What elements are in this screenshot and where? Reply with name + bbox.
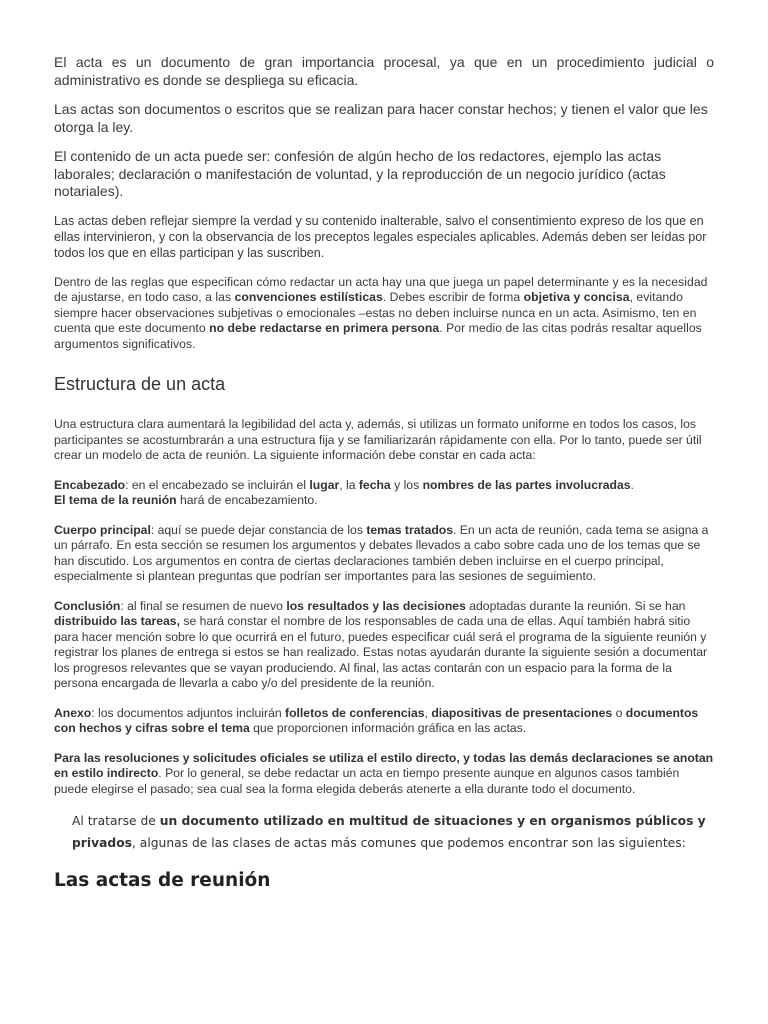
text-span: que proporcionen información gráfica en las actas. xyxy=(249,721,527,735)
paragraph-conclusion xyxy=(54,599,714,692)
bold-span: Para las resoluciones y solicitudes oficiales se utiliza el estilo directo, y todas las demás declaraciones se anotan en estilo indirecto xyxy=(54,750,714,780)
bold-span: un documento utilizado en multitud de situaciones y en organismos públicos y privados xyxy=(72,814,706,850)
text-span: y los xyxy=(390,477,423,492)
paragraph-contenido: El contenido de un acta puede ser: confesión de algún hecho de los redactores, ejemplo las actas laborales; declaración o manifestación de voluntad, y la reproducción de un negocio jurídico (actas notariales). xyxy=(54,148,666,199)
text-span: hará de encabezamiento. xyxy=(176,493,318,507)
paragraph-verdad: Las actas deben reflejar siempre la verdad y su contenido inalterable, salvo el consentimiento expreso de los que en ellas intervinieron, y con la observancia de los preceptos legales especiales aplicables. Además deben ser leídas por todos los que en ellas participan y las suscriben. xyxy=(54,213,707,260)
bold-span: Anexo xyxy=(54,705,92,720)
bold-span: temas tratados xyxy=(366,522,454,537)
text-span: o xyxy=(612,705,626,720)
text-span: Dentro de las reglas que especifican cómo redactar un acta hay una que juega un papel determinante y es la necesidad de ajustarse, en todo caso, a las xyxy=(54,274,708,304)
bold-span: convenciones estilísticas xyxy=(234,290,383,304)
text-span: , xyxy=(424,705,432,720)
paragraph-estructura-intro: Una estructura clara aumentará la legibilidad del acta y, además, si utilizas un formato uniforme en todos los casos, los participantes se acostumbrarán a una estructura fija y se familiarizarán rápidamente con ella. Por lo tanto, puede ser útil crear un modelo de acta de reunión. La siguiente información debe constar en cada acta: xyxy=(54,417,702,462)
text-span: : en el encabezado se incluirán el xyxy=(125,477,310,492)
paragraph-importancia: El acta es un documento de gran importancia procesal, ya que en un procedimiento judicial o administrativo es donde se despliega su eficacia. xyxy=(54,54,714,88)
paragraph-cuerpo xyxy=(54,523,714,585)
text-span: , la xyxy=(339,477,359,492)
bold-span: lugar xyxy=(309,477,340,492)
text-span: se hará constar el nombre de los responsables de cada una de ellas. Aquí también habrá sitio para hacer mención sobre lo que ocurrirá en el futuro, puedes especificar cuál será el programa de la siguiente reunión y registrar los planes de entrega si estos se han realizado. Estas notas ayudarán durante la siguiente sesión a documentar los progresos relevantes que se vayan produciendo. Al final, las actas contarán con un espacio para la forma de la persona encargada de llevarla a cabo y/o del presidente de la reunión. xyxy=(54,614,708,690)
paragraph-encabezado xyxy=(54,478,714,509)
paragraph-anexo xyxy=(54,706,714,737)
text-span: , algunas de las clases de actas más comunes que podemos encontrar son las siguientes: xyxy=(131,835,686,850)
bold-span: documentos con hechos y cifras sobre el tema xyxy=(54,705,699,735)
text-span: : al final se resumen de nuevo xyxy=(120,598,287,613)
bold-span: Encabezado xyxy=(54,477,126,492)
heading-actas-reunion: Las actas de reunión xyxy=(54,870,271,891)
text-span: . Debes escribir de forma xyxy=(382,290,524,304)
text-span: : aquí se puede dejar constancia de los xyxy=(150,522,367,537)
bold-span: El tema de la reunión xyxy=(54,493,177,507)
bold-span: fecha xyxy=(358,477,391,492)
text-span: . xyxy=(630,477,634,492)
bold-span: Cuerpo principal xyxy=(54,522,151,537)
bold-span: objetiva y concisa xyxy=(523,290,630,304)
paragraph-resoluciones xyxy=(54,751,714,798)
text-span: . En un acta de reunión, cada tema se asigna a un párrafo. En esta sección se resumen los argumentos y debates llevados a cabo sobre cada uno de los temas que se han discutido. Los argumentos en contra de ciertas declaraciones también deben incluirse en el cuerpo principal, especialmente si plantean preguntas que podrían ser importantes para las sesiones de seguimiento. xyxy=(54,522,709,583)
text-span: adoptadas durante la reunión. Si se han xyxy=(465,598,686,613)
bold-span: los resultados y las decisiones xyxy=(286,598,466,613)
bold-span: no debe redactarse en primera persona xyxy=(209,321,440,335)
text-span: : los documentos adjuntos incluirán xyxy=(91,705,286,720)
text-span: , evitando siempre hacer observaciones subjetivas o emocionales –estas no deben incluirse nunca en un acta. Asimismo, ten en cuenta que este documento xyxy=(54,290,697,335)
paragraph-definicion: Las actas son documentos o escritos que se realizan para hacer constar hechos; y tienen el valor que les otorga la ley. xyxy=(54,101,708,135)
text-span: . Por lo general, se debe redactar un acta en tiempo presente aunque en algunos casos también puede elegirse el pasado; sea cual sea la forma elegida deberás atenerte a ella durante todo el documento. xyxy=(54,766,680,796)
heading-estructura: Estructura de un acta xyxy=(54,374,226,394)
bold-span: diapositivas de presentaciones xyxy=(431,705,613,720)
bold-span: nombres de las partes involucradas xyxy=(422,477,631,492)
text-span: Al tratarse de xyxy=(72,814,160,828)
paragraph-clases xyxy=(54,811,714,854)
bold-span: Conclusión xyxy=(54,598,121,613)
paragraph-reglas xyxy=(54,275,714,353)
bold-span: distribuido las tareas, xyxy=(54,614,180,628)
text-span: . Por medio de las citas podrás resaltar aquellos argumentos significativos. xyxy=(54,321,702,351)
bold-span: folletos de conferencias xyxy=(285,705,425,720)
